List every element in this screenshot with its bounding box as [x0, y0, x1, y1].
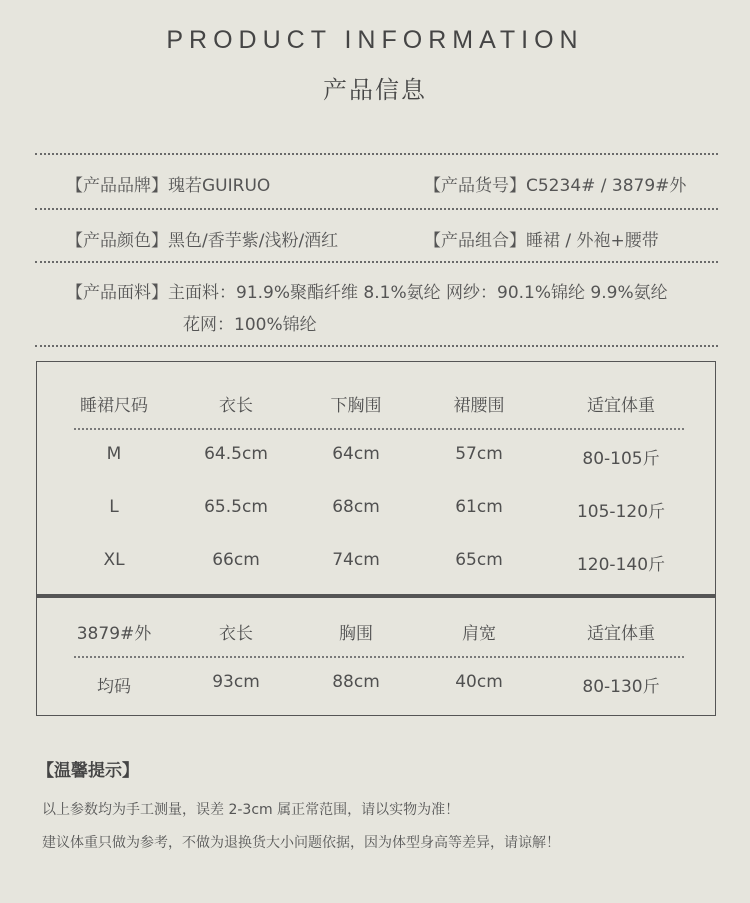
header-cell: 下胸围: [330, 396, 382, 416]
robe-header-row: [37, 619, 715, 649]
header-cell: 衣长: [219, 624, 253, 644]
table-cell: M: [106, 444, 122, 464]
table-cell: 88cm: [332, 672, 380, 692]
combo-value: 睡裙 / 外袍+腰带: [526, 231, 659, 251]
brand-value: 瑰若GUIRUO: [168, 176, 271, 196]
table-cell: L: [109, 497, 119, 517]
fabric-label: 【产品面料】: [66, 283, 168, 303]
table-cell: 74cm: [332, 550, 380, 570]
table-cell: XL: [103, 550, 125, 570]
tips-line-1: 以上参数均为手工测量，误差 2-3cm 属正常范围，请以实物为准！: [42, 802, 460, 818]
header-cell: 3879#外: [76, 624, 152, 644]
size-table: [36, 361, 716, 716]
header-cell: 衣长: [219, 396, 253, 416]
dotted-divider: [35, 153, 718, 155]
fabric-value-line1: 主面料：91.9%聚酯纤维 8.1%氨纶 网纱：90.1%锦纶 9.9%氨纶: [168, 283, 668, 303]
table-cell: 61cm: [455, 497, 503, 517]
table-cell: 64.5cm: [204, 444, 268, 464]
dotted-divider: [74, 428, 684, 430]
table-cell: 64cm: [332, 444, 380, 464]
table-row: [37, 444, 715, 474]
table-cell: 80-130斤: [582, 677, 660, 697]
header-cell: 裙腰围: [453, 396, 505, 416]
dotted-divider: [74, 656, 684, 658]
table-cell: 40cm: [455, 672, 503, 692]
sku-label: 【产品货号】: [424, 176, 526, 196]
table-cell: 65.5cm: [204, 497, 268, 517]
dotted-divider: [35, 208, 718, 210]
brand-info: [66, 171, 270, 196]
header-cell: 肩宽: [462, 624, 496, 644]
table-cell: 65cm: [455, 550, 503, 570]
page-title-cn: 产品信息: [323, 76, 427, 104]
sku-value: C5234# / 3879#外: [526, 176, 687, 196]
dotted-divider: [35, 345, 718, 347]
header-cell: 适宜体重: [587, 396, 655, 416]
brand-label: 【产品品牌】: [66, 176, 168, 196]
table-separator: [37, 594, 715, 598]
header-cell: 胸围: [339, 624, 373, 644]
table-row: [37, 497, 715, 527]
table-row: [37, 672, 715, 702]
color-info: [66, 226, 338, 251]
color-label: 【产品颜色】: [66, 231, 168, 251]
table-cell: 93cm: [212, 672, 260, 692]
fabric-info: [66, 278, 668, 303]
tips-line-2: 建议体重只做为参考，不做为退换货大小问题依据，因为体型身高等差异，请谅解！: [42, 835, 560, 851]
sku-info: [424, 171, 686, 196]
combo-info: [424, 226, 659, 251]
table-cell: 66cm: [212, 550, 260, 570]
fabric-value-line2: 花网：100%锦纶: [183, 315, 317, 335]
table-cell: 68cm: [332, 497, 380, 517]
dotted-divider: [35, 261, 718, 263]
table-row: [37, 550, 715, 580]
table-cell: 80-105斤: [582, 449, 660, 469]
table-cell: 57cm: [455, 444, 503, 464]
page-title-en: PRODUCT INFORMATION: [166, 26, 584, 54]
table-cell: 105-120斤: [576, 502, 666, 522]
dress-header-row: [37, 391, 715, 421]
tips-title: 【温馨提示】: [37, 761, 139, 781]
header-cell: 适宜体重: [587, 624, 655, 644]
combo-label: 【产品组合】: [424, 231, 526, 251]
color-value: 黑色/香芋紫/浅粉/酒红: [168, 231, 339, 251]
table-cell: 均码: [97, 677, 131, 697]
table-cell: 120-140斤: [576, 555, 666, 575]
header-cell: 睡裙尺码: [80, 396, 148, 416]
